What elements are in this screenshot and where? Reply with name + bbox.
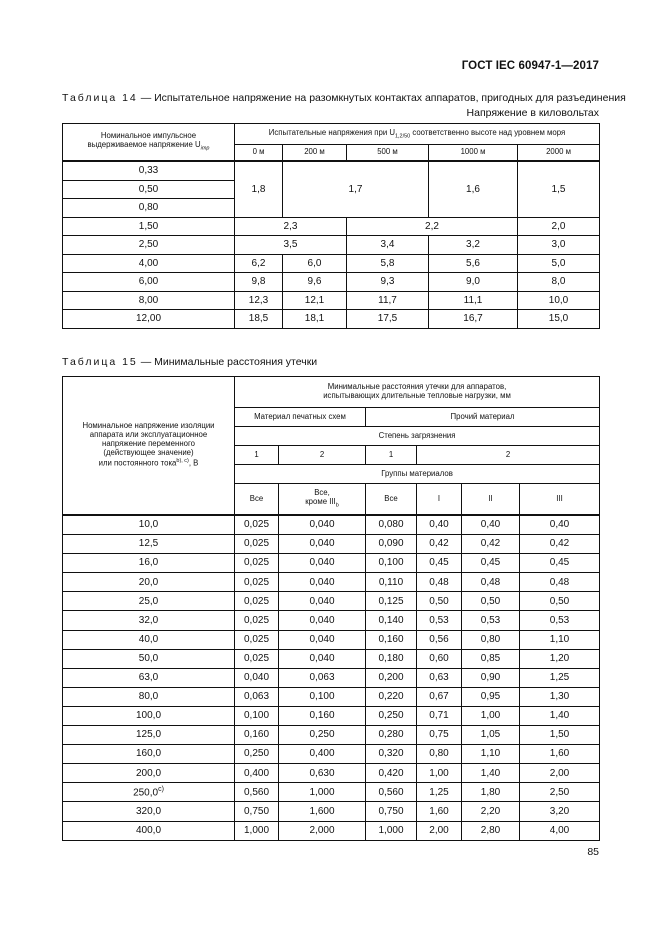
- table-cell: 0,67: [417, 687, 462, 706]
- table-row: [63, 802, 600, 821]
- table-cell: 0,025: [235, 592, 279, 611]
- table-cell: 40,0: [63, 630, 235, 649]
- table-cell: 1,10: [462, 745, 520, 764]
- table-cell: 5,6: [429, 254, 518, 273]
- group-all-header: Все: [235, 484, 279, 516]
- material-groups-header: Группы материалов: [235, 465, 600, 484]
- table-row: [63, 310, 600, 329]
- altitude-header: 1000 м: [429, 145, 518, 162]
- table-cell: 0,45: [417, 554, 462, 573]
- table-cell: 0,110: [366, 573, 417, 592]
- table-cell: 6,2: [235, 254, 283, 273]
- table15-caption: [62, 356, 317, 368]
- table-cell: 0,56: [417, 630, 462, 649]
- table-cell: 0,50: [417, 592, 462, 611]
- table-cell: 3,0: [518, 236, 600, 255]
- table-cell: 2,80: [462, 821, 520, 840]
- table-cell: 10,0: [63, 515, 235, 535]
- table-cell: 16,0: [63, 554, 235, 573]
- table-cell: 4,00: [63, 254, 235, 273]
- table-cell: 0,160: [366, 630, 417, 649]
- table-cell: 2,3: [235, 217, 347, 236]
- table-cell: 2,00: [520, 764, 600, 783]
- table-cell: 0,48: [520, 573, 600, 592]
- pcb-material-header: Материал печатных схем: [235, 408, 366, 427]
- table-cell: 3,5: [235, 236, 347, 255]
- table-cell: 0,42: [462, 535, 520, 554]
- table-cell: 0,42: [520, 535, 600, 554]
- table-row: [63, 745, 600, 764]
- altitude-header: 2000 м: [518, 145, 600, 162]
- table-cell: 1,600: [279, 802, 366, 821]
- table-cell: 11,1: [429, 291, 518, 310]
- table-cell: 0,420: [366, 764, 417, 783]
- table-cell: 0,40: [417, 515, 462, 535]
- table-cell: 0,95: [462, 687, 520, 706]
- table-cell: 16,7: [429, 310, 518, 329]
- table15-label: Таблица 15: [62, 356, 138, 368]
- table-cell: 1,8: [235, 161, 283, 217]
- table-cell: 20,0: [63, 573, 235, 592]
- table-cell: 8,00: [63, 291, 235, 310]
- table-cell: 2,2: [347, 217, 518, 236]
- altitude-header: 500 м: [347, 145, 429, 162]
- table-cell: 0,025: [235, 535, 279, 554]
- table-cell: 0,140: [366, 611, 417, 630]
- group-I-header: I: [417, 484, 462, 516]
- table-cell: 0,200: [366, 668, 417, 687]
- table-cell: 15,0: [518, 310, 600, 329]
- table-cell: 12,1: [283, 291, 347, 310]
- table-cell: 32,0: [63, 611, 235, 630]
- table-cell: 0,53: [520, 611, 600, 630]
- table-cell: 0,040: [279, 554, 366, 573]
- table-cell: 6,0: [283, 254, 347, 273]
- table-cell: 0,40: [462, 515, 520, 535]
- table15: [62, 376, 600, 841]
- table-cell: 0,250: [235, 745, 279, 764]
- table-cell: 0,50: [520, 592, 600, 611]
- table-cell: 63,0: [63, 668, 235, 687]
- table-cell: 5,8: [347, 254, 429, 273]
- table-row: [63, 821, 600, 840]
- table-cell: 0,100: [279, 687, 366, 706]
- table-cell: 6,00: [63, 273, 235, 292]
- table-cell: 0,33: [63, 161, 235, 180]
- table-row: [63, 706, 600, 725]
- table-cell: 1,40: [462, 764, 520, 783]
- table-cell: 3,20: [520, 802, 600, 821]
- table-row: [63, 515, 600, 535]
- page-number: 85: [587, 846, 599, 858]
- table-cell: 1,40: [520, 706, 600, 725]
- table-cell: 1,6: [429, 161, 518, 217]
- group-except-header: Все, кроме $III_b$: [279, 484, 366, 516]
- table-cell: 0,160: [279, 706, 366, 725]
- table-cell: 1,50: [520, 726, 600, 745]
- table-cell: 8,0: [518, 273, 600, 292]
- table-cell: 12,5: [63, 535, 235, 554]
- table-cell: 0,025: [235, 611, 279, 630]
- table-cell: 9,8: [235, 273, 283, 292]
- table-cell: 1,25: [417, 783, 462, 802]
- table-cell: 3,2: [429, 236, 518, 255]
- table-cell: 1,50: [63, 217, 235, 236]
- table-cell: 0,025: [235, 630, 279, 649]
- table-cell: 0,180: [366, 649, 417, 668]
- table-row: [63, 554, 600, 573]
- table-cell: 17,5: [347, 310, 429, 329]
- table-cell: 0,60: [417, 649, 462, 668]
- group-all-header: Все: [366, 484, 417, 516]
- table-cell: 0,50: [462, 592, 520, 611]
- table-cell: 0,80: [63, 199, 235, 218]
- table-cell: 0,040: [279, 515, 366, 535]
- table-cell: 1,00: [462, 706, 520, 725]
- table-cell: 0,90: [462, 668, 520, 687]
- table-cell: 0,75: [417, 726, 462, 745]
- table-cell: 0,53: [462, 611, 520, 630]
- table-cell: 0,025: [235, 573, 279, 592]
- table-cell: 12,00: [63, 310, 235, 329]
- table-cell: 0,560: [366, 783, 417, 802]
- table-row: [63, 254, 600, 273]
- table14-title: — Испытательное напряжение на разомкнутых контактах аппаратов, пригодных для разъединения: [137, 92, 626, 104]
- table-cell: 1,25: [520, 668, 600, 687]
- table-cell: 0,125: [366, 592, 417, 611]
- table14-col1-header: Номинальное импульсное выдерживаемое напряжение $U_{imp}$: [63, 124, 235, 162]
- table14: [62, 123, 600, 329]
- table-cell: 0,250: [279, 726, 366, 745]
- pollution-degree-1: 1: [235, 446, 279, 465]
- table-cell: 2,50: [520, 783, 600, 802]
- table-cell: 0,48: [462, 573, 520, 592]
- table-cell: 0,040: [279, 592, 366, 611]
- table-cell: 9,3: [347, 273, 429, 292]
- document-id: ГОСТ IEC 60947-1—2017: [461, 60, 599, 72]
- table-cell: 0,040: [279, 535, 366, 554]
- table-cell: 2,00: [417, 821, 462, 840]
- table-cell: 0,040: [279, 649, 366, 668]
- table15-group-header: Минимальные расстояния утечки для аппаратов, испытывающих длительные тепловые нагрузки, мм: [235, 377, 600, 408]
- table-row: [63, 291, 600, 310]
- table-cell: 0,80: [462, 630, 520, 649]
- table-cell: 0,160: [235, 726, 279, 745]
- altitude-header: 0 м: [235, 145, 283, 162]
- table-cell: 0,560: [235, 783, 279, 802]
- table-row: [63, 649, 600, 668]
- table-cell: 0,040: [279, 611, 366, 630]
- table-cell: 18,1: [283, 310, 347, 329]
- table-cell: 11,7: [347, 291, 429, 310]
- table-cell: 0,400: [235, 764, 279, 783]
- table-row: [63, 630, 600, 649]
- table-cell: 200,0: [63, 764, 235, 783]
- table-row: [63, 668, 600, 687]
- table-cell: 1,7: [283, 161, 429, 217]
- table-cell: 1,00: [417, 764, 462, 783]
- table-cell: 1,05: [462, 726, 520, 745]
- table-cell: 25,0: [63, 592, 235, 611]
- table-cell: 4,00: [520, 821, 600, 840]
- table-cell: 160,0: [63, 745, 235, 764]
- table-cell: 320,0: [63, 802, 235, 821]
- table-cell: 18,5: [235, 310, 283, 329]
- table14-group-header: Испытательные напряжения при $U_{1,2/50}$ соответственно высоте над уровнем моря: [235, 124, 600, 145]
- table-cell: 1,20: [520, 649, 600, 668]
- table14-units: Напряжение в киловольтах: [466, 107, 599, 119]
- table-row: [63, 573, 600, 592]
- table-cell: 125,0: [63, 726, 235, 745]
- table-cell: 100,0: [63, 706, 235, 725]
- table-cell: 0,42: [417, 535, 462, 554]
- table-row: [63, 592, 600, 611]
- table-cell: 0,040: [279, 573, 366, 592]
- table-cell: 2,000: [279, 821, 366, 840]
- table-cell: 0,320: [366, 745, 417, 764]
- pollution-degree-header: Степень загрязнения: [235, 427, 600, 446]
- table14-caption: [62, 92, 626, 104]
- table-cell: 0,100: [366, 554, 417, 573]
- pollution-degree-2: 2: [279, 446, 366, 465]
- table-cell: 1,000: [366, 821, 417, 840]
- table-row: [63, 611, 600, 630]
- table-row: [63, 726, 600, 745]
- table14-label: Таблица 14: [62, 92, 138, 104]
- table-cell: 2,20: [462, 802, 520, 821]
- table-cell: 12,3: [235, 291, 283, 310]
- table-cell: 0,630: [279, 764, 366, 783]
- table-cell: 0,040: [235, 668, 279, 687]
- table-cell: 1,30: [520, 687, 600, 706]
- table-cell: 0,750: [235, 802, 279, 821]
- table-cell: 3,4: [347, 236, 429, 255]
- table-row: [63, 764, 600, 783]
- table-cell: 0,400: [279, 745, 366, 764]
- table-cell: 1,10: [520, 630, 600, 649]
- table-cell: 0,750: [366, 802, 417, 821]
- pollution-degree-2: 2: [417, 446, 600, 465]
- table-cell: 0,063: [279, 668, 366, 687]
- solid-material-header: Прочий материал: [366, 408, 600, 427]
- table-cell: 0,50: [63, 180, 235, 199]
- table-cell: 0,63: [417, 668, 462, 687]
- table15-title: — Минимальные расстояния утечки: [137, 356, 318, 368]
- group-II-header: II: [462, 484, 520, 516]
- table-cell: 400,0: [63, 821, 235, 840]
- table-cell: 0,280: [366, 726, 417, 745]
- table-cell: 0,53: [417, 611, 462, 630]
- table-cell: 0,71: [417, 706, 462, 725]
- table-cell: 0,48: [417, 573, 462, 592]
- table-cell: 0,45: [520, 554, 600, 573]
- pollution-degree-1: 1: [366, 446, 417, 465]
- table-cell: 1,5: [518, 161, 600, 217]
- altitude-header: 200 м: [283, 145, 347, 162]
- table-cell: 0,85: [462, 649, 520, 668]
- table-cell: 9,0: [429, 273, 518, 292]
- table-cell: 0,025: [235, 554, 279, 573]
- table-row: [63, 783, 600, 802]
- group-III-header: III: [520, 484, 600, 516]
- table-row: [63, 535, 600, 554]
- table-cell: 80,0: [63, 687, 235, 706]
- table-cell: 0,220: [366, 687, 417, 706]
- table-cell: 0,080: [366, 515, 417, 535]
- table-cell: 0,250: [366, 706, 417, 725]
- table-cell: 1,000: [279, 783, 366, 802]
- table-cell: 0,80: [417, 745, 462, 764]
- table-cell: 0,040: [279, 630, 366, 649]
- table-cell: 2,50: [63, 236, 235, 255]
- table-cell: 0,025: [235, 649, 279, 668]
- table-cell: 1,60: [417, 802, 462, 821]
- table-row: [63, 687, 600, 706]
- table-cell: 1,80: [462, 783, 520, 802]
- table-cell: 2,0: [518, 217, 600, 236]
- table-row: [63, 273, 600, 292]
- table-cell: 0,40: [520, 515, 600, 535]
- table-cell: 0,100: [235, 706, 279, 725]
- table15-col1-header: Номинальное напряжение изоляции аппарата или эксплуатационное напряжение переменного (действующее значение) или постоянного тока$^{b), c)}$, В: [63, 377, 235, 516]
- table-cell: 10,0: [518, 291, 600, 310]
- table-cell: 0,025: [235, 515, 279, 535]
- table-cell: 50,0: [63, 649, 235, 668]
- table-cell: 0,45: [462, 554, 520, 573]
- table-cell: 1,000: [235, 821, 279, 840]
- table-cell: 250,0$^{c)}$: [63, 783, 235, 802]
- table-cell: 1,60: [520, 745, 600, 764]
- table-cell: 0,090: [366, 535, 417, 554]
- table-cell: 0,063: [235, 687, 279, 706]
- table-cell: 9,6: [283, 273, 347, 292]
- table-cell: 5,0: [518, 254, 600, 273]
